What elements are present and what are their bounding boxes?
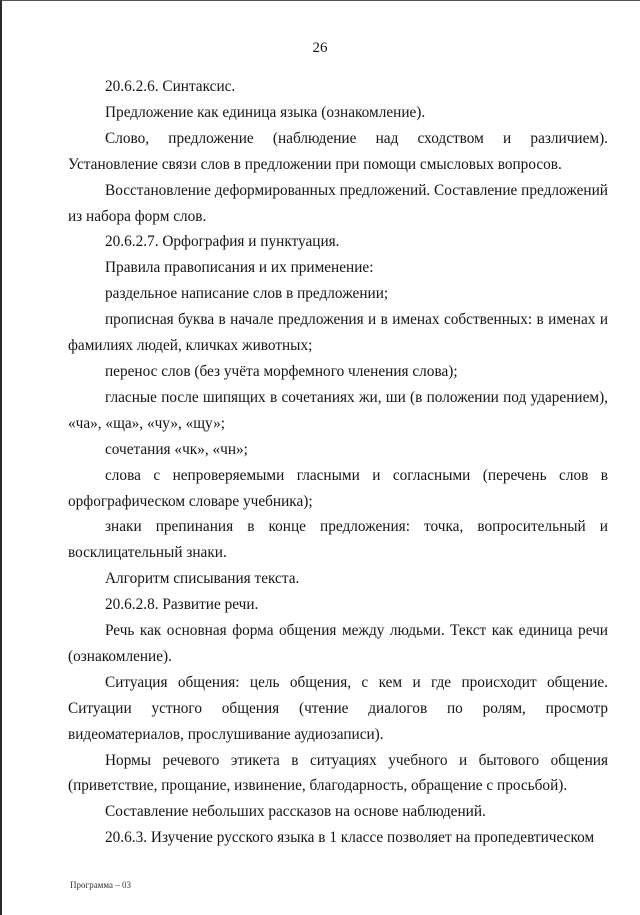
paragraph: гласные после шипящих в сочетаниях жи, ши (в положении под ударением), «ча», «ща», «чу», «щу»; [68, 388, 608, 432]
paragraph: Восстановление деформированных предложений. Составление предложений из набора форм слов. [68, 181, 608, 225]
paragraph: Алгоритм списывания текста. [105, 570, 300, 588]
paragraph: прописная буква в начале предложения и в именах собственных: в именах и фамилиях людей, кличках животных; [68, 311, 608, 355]
paragraph: 20.6.3. Изучение русского языка в 1 классе позволяет на пропедевтическом [105, 829, 595, 847]
paragraph: сочетания «чк», «чн»; [105, 440, 248, 458]
paragraph: знаки препинания в конце предложения: точка, вопросительный и восклицательный знаки. [68, 518, 608, 562]
paragraph: 20.6.2.6. Синтаксис. [105, 78, 236, 95]
paragraph: раздельное написание слов в предложении; [105, 285, 389, 303]
paragraph: Слово, предложение (наблюдение над сходством и различием). Установление связи слов в предложении при помощи смысловых вопросов. [68, 129, 608, 173]
footer-label: Программа – 03 [70, 880, 132, 890]
paragraph: Составление небольших рассказов на основе наблюдений. [105, 803, 486, 821]
paragraph: Нормы речевого этикета в ситуациях учебного и бытового общения (приветствие, прощание, извинение, благодарность, обращение с просьбой). [68, 751, 608, 795]
paragraph: 20.6.2.8. Развитие речи. [105, 596, 259, 614]
paragraph: Ситуация общения: цель общения, с кем и где происходит общение. Ситуации устного общения (чтение диалогов по ролям, просмотр видеоматериалов, прослушивание аудиозаписи). [68, 673, 608, 743]
paragraph: 20.6.2.7. Орфография и пунктуация. [105, 233, 340, 251]
paragraph: Предложение как единица языка (ознакомление). [105, 103, 426, 121]
paragraph: Правила правописания и их применение: [105, 259, 374, 277]
paragraph: Речь как основная форма общения между людьми. Текст как единица речи (ознакомление). [68, 622, 608, 665]
paragraph: слова с непроверяемыми гласными и согласными (перечень слов в орфографическом словаре учебника); [68, 466, 608, 510]
page-number: 26 [312, 40, 328, 56]
document-body [68, 74, 608, 851]
paragraph: перенос слов (без учёта морфемного членения слова); [105, 362, 458, 380]
